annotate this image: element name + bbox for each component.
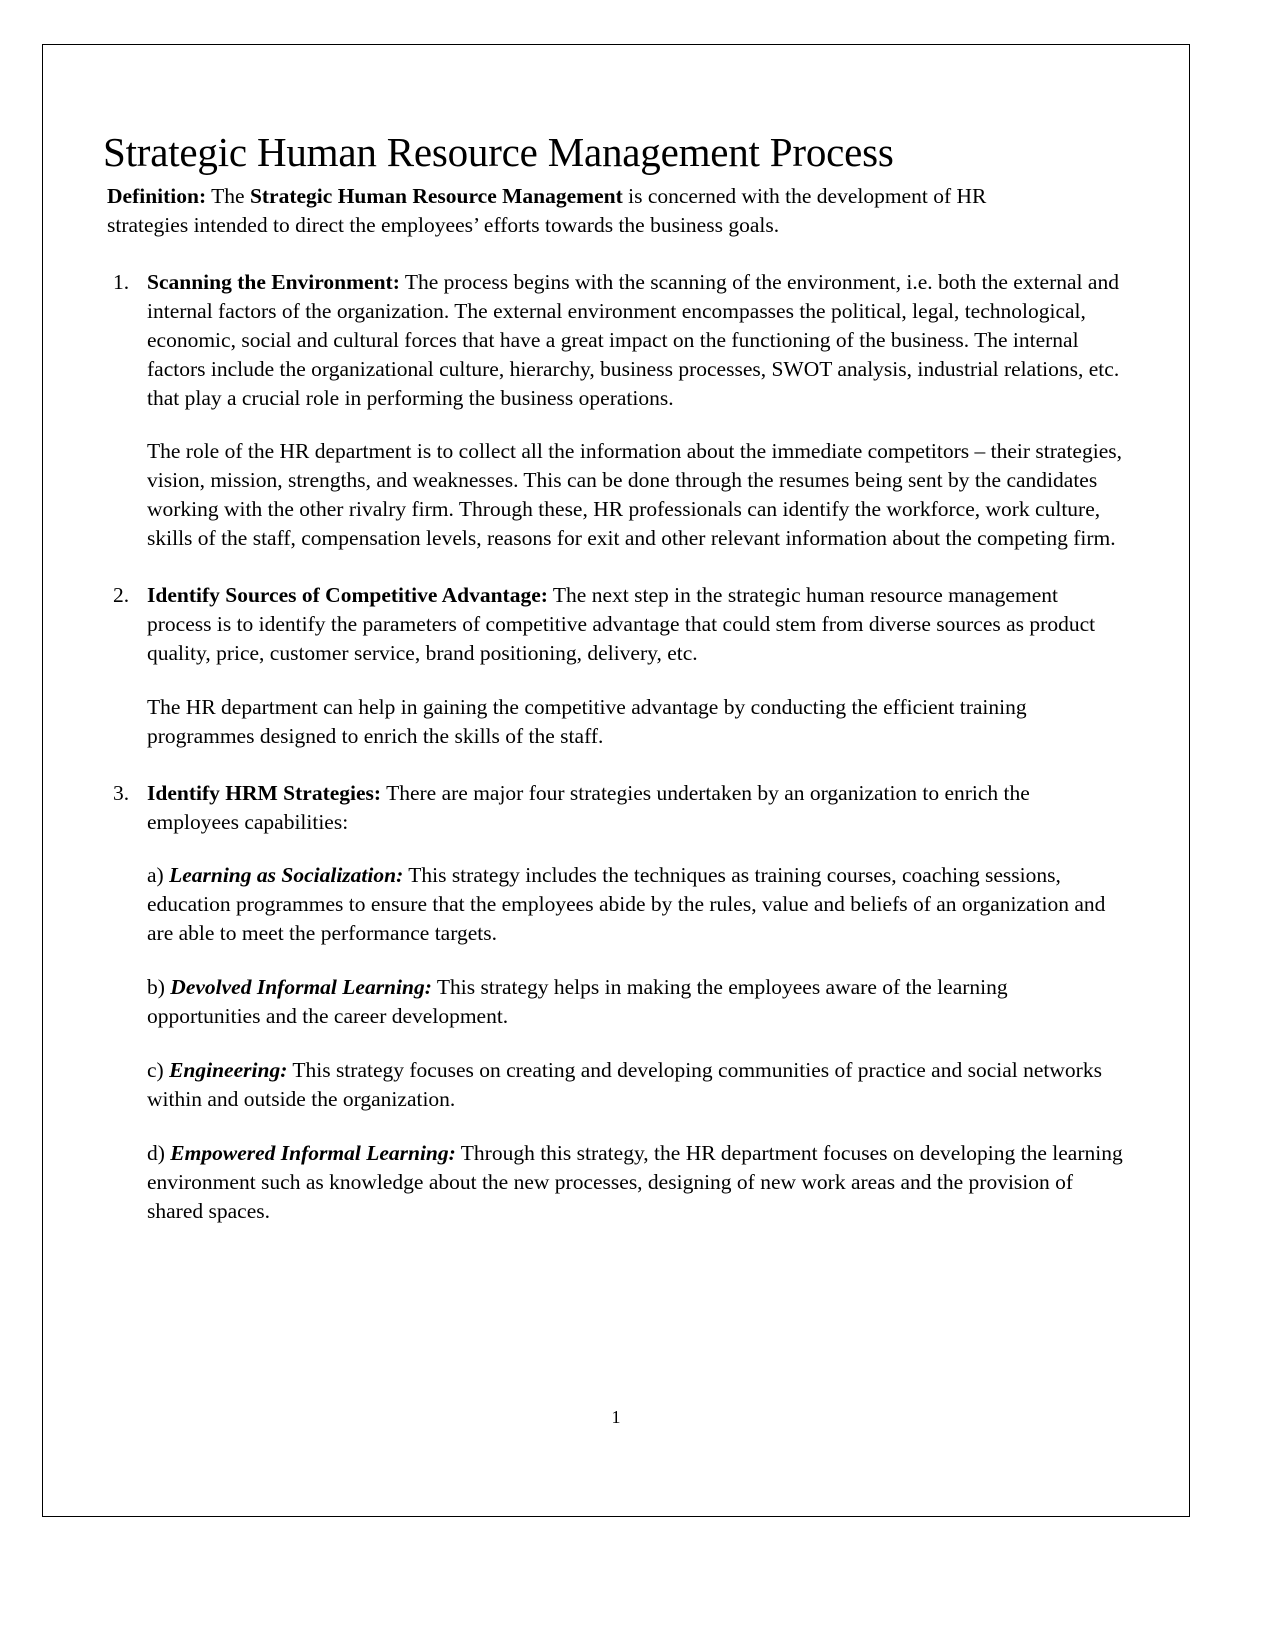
sub-item-a-paragraph bbox=[147, 861, 1123, 948]
sub-item-b-text: This strategy helps in making the employees aware of the learning opportunities and the career development. bbox=[147, 975, 1008, 1029]
sub-item-c-marker: c) bbox=[147, 1057, 170, 1082]
sub-item-b-heading: Devolved Informal Learning: bbox=[170, 975, 432, 1000]
item-2-heading: Identify Sources of Competitive Advantage: bbox=[147, 583, 548, 608]
item-2-paragraph-1 bbox=[147, 581, 1123, 668]
sub-item-d-text: Through this strategy, the HR department focuses on developing the learning environment such as knowledge about the new processes, designing of new work areas and the provision of shared spaces. bbox=[147, 1140, 1123, 1223]
item-1-text-1: The process begins with the scanning of the environment, i.e. both the external and internal factors of the organization. The external environment encompasses the political, legal, technological, economic, social and cultural forces that have a great impact on the functioning of the business. The internal factors include the organizational culture, hierarchy, business processes, SWOT analysis, industrial relations, etc. that play a crucial role in performing the business operations. bbox=[147, 269, 1120, 410]
sub-item-b-marker: b) bbox=[147, 975, 171, 1000]
sub-item-c-text: This strategy focuses on creating and developing communities of practice and social networks within and outside the organization. bbox=[147, 1057, 1102, 1111]
definition-paragraph bbox=[103, 182, 1037, 240]
item-1-heading: Scanning the Environment: bbox=[147, 269, 400, 294]
item-2-paragraph-2: The HR department can help in gaining the competitive advantage by conducting the efficient training programmes designed to enrich the skills of the staff. bbox=[147, 694, 1027, 748]
sub-item-engineering bbox=[147, 1056, 1123, 1114]
item-3-intro-text: There are major four strategies undertaken by an organization to enrich the employees capabilities: bbox=[147, 780, 1030, 834]
definition-bold-term: Strategic Human Resource Management bbox=[249, 183, 623, 208]
list-item-identify-hrm-strategies bbox=[103, 779, 1123, 1226]
sub-list-strategies bbox=[147, 861, 1123, 1225]
sub-item-d-paragraph bbox=[147, 1139, 1123, 1226]
item-1-paragraph-1 bbox=[147, 268, 1123, 413]
definition-text-before: The bbox=[206, 183, 250, 208]
item-3-paragraph-intro bbox=[147, 779, 1123, 837]
list-item-scanning-the-environment bbox=[103, 268, 1123, 553]
sub-item-d-marker: d) bbox=[147, 1140, 171, 1165]
list-item-identify-sources-of-competitive-advantage bbox=[103, 581, 1123, 751]
sub-item-a-heading: Learning as Socialization: bbox=[169, 863, 404, 888]
page-number: 1 bbox=[611, 1407, 621, 1427]
page-title: Strategic Human Resource Management Process bbox=[103, 129, 894, 175]
sub-item-devolved-informal-learning bbox=[147, 973, 1123, 1031]
sub-item-d-heading: Empowered Informal Learning: bbox=[170, 1140, 456, 1165]
sub-item-empowered-informal-learning bbox=[147, 1139, 1123, 1226]
sub-item-learning-as-socialization bbox=[147, 861, 1123, 948]
numbered-list bbox=[103, 268, 1123, 1226]
document-body bbox=[103, 130, 1123, 1226]
definition-text-after: is concerned with the development of HR strategies intended to direct the employees’ efforts towards the business goals. bbox=[107, 183, 987, 237]
sub-item-a-marker: a) bbox=[147, 863, 170, 888]
item-2-text-1: The next step in the strategic human resource management process is to identify the parameters of competitive advantage that could stem from diverse sources as product quality, price, customer service, brand positioning, delivery, etc. bbox=[147, 583, 1096, 665]
sub-item-c-paragraph bbox=[147, 1056, 1123, 1114]
item-3-heading: Identify HRM Strategies: bbox=[147, 780, 382, 805]
definition-label: Definition: bbox=[107, 183, 207, 208]
item-1-paragraph-2: The role of the HR department is to collect all the information about the immediate competitors – their strategies, vision, mission, strengths, and weaknesses. This can be done through the resumes being sent by the candidates working with the other rivalry firm. Through these, HR professionals can identify the workforce, work culture, skills of the staff, compensation levels, reasons for exit and other relevant information about the competing firm. bbox=[147, 439, 1122, 551]
sub-item-b-paragraph bbox=[147, 973, 1123, 1031]
sub-item-c-heading: Engineering: bbox=[169, 1057, 288, 1082]
sub-item-a-text: This strategy includes the techniques as training courses, coaching sessions, education programmes to ensure that the employees abide by the rules, value and beliefs of an organization and are able to meet the performance targets. bbox=[147, 863, 1106, 946]
document-page bbox=[42, 44, 1190, 1517]
